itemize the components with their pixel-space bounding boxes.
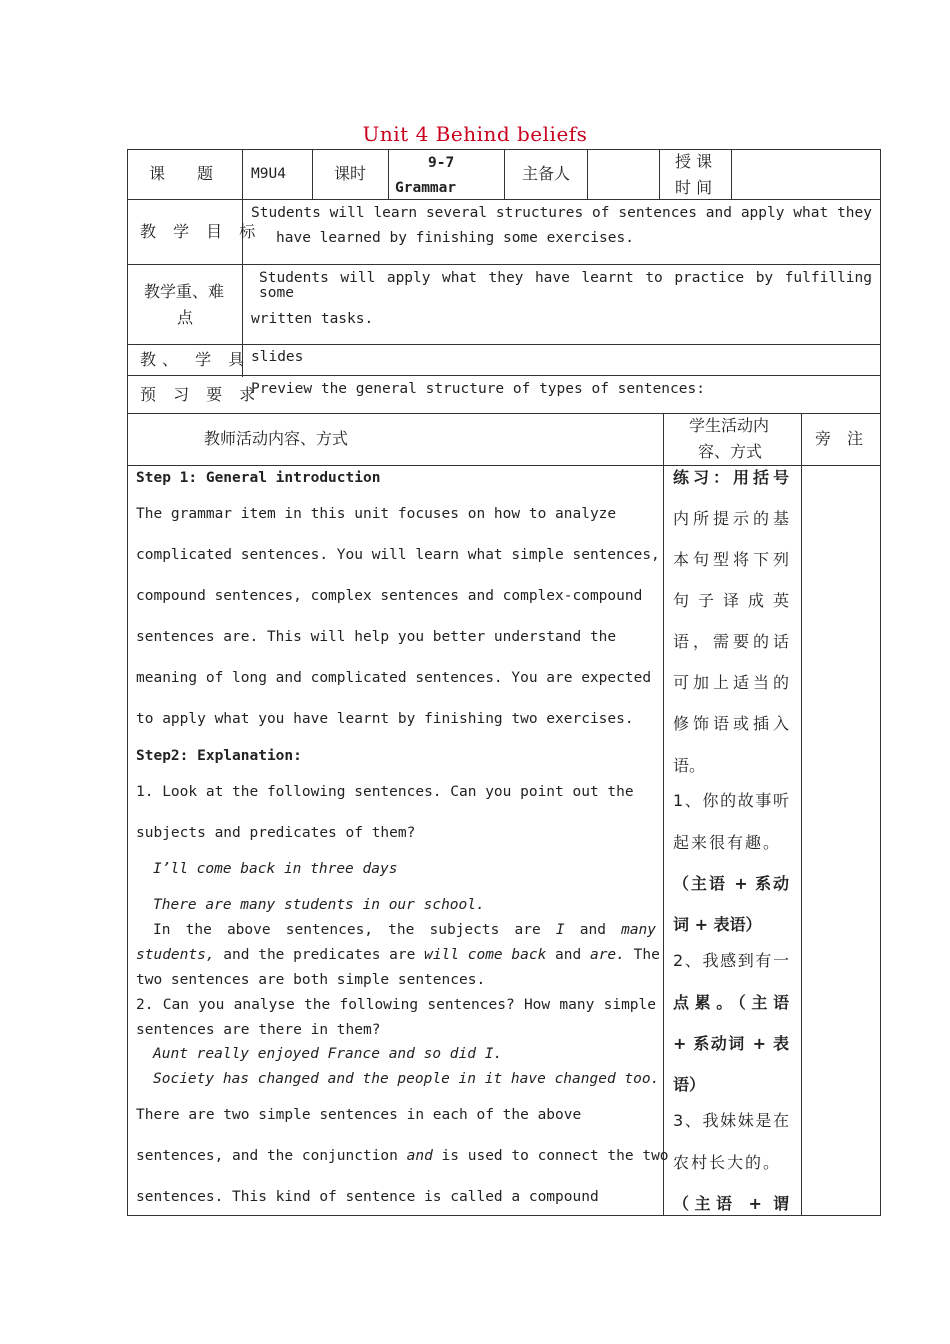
teach-time-label-2: 时 间: [675, 178, 713, 197]
student-activity-line: 农村长大的。: [673, 1153, 782, 1172]
example-sentence-3: Aunt really enjoyed France and so did I.: [153, 1046, 503, 1062]
objectives-line-2: have learned by finishing some exercises.: [276, 230, 634, 246]
row-divider: [127, 344, 881, 345]
student-activity-line: 语。: [673, 756, 706, 775]
student-column-header-1: 学生活动内: [689, 416, 770, 435]
topic-label: 课 题: [149, 164, 214, 183]
preview-label: 预 习 要 求: [140, 385, 262, 404]
paragraph1-subject-many: many: [621, 922, 657, 938]
teacher-column-header: 教师活动内容、方式: [204, 429, 349, 448]
tools-value: slides: [251, 349, 304, 365]
preview-value: Preview the general structure of types of sentences:: [251, 381, 705, 397]
objectives-line-1: Students will learn several structures of sentences and apply what they: [251, 205, 872, 221]
student-activity-line: 内所提示的基: [673, 509, 789, 528]
student-activity-line: 3、我妹妹是在: [673, 1111, 789, 1130]
question2-line-2: sentences are there in them?: [136, 1022, 381, 1038]
tools-label: 教、 学 具: [140, 350, 251, 369]
paragraph2-line-3: sentences. This kind of sentence is called a compound: [136, 1189, 599, 1205]
question1-line-2: subjects and predicates of them?: [136, 825, 416, 841]
col-divider: [659, 149, 660, 200]
preparer-label: 主备人: [522, 164, 571, 183]
period-value-number: 9-7: [428, 155, 455, 171]
key-points-line-1: Students will apply what they have learnt to practice by fulfilling some: [259, 270, 872, 301]
col-divider: [388, 149, 389, 200]
paragraph1-pred-will: will come back: [424, 947, 547, 963]
paragraph1-text: In the above sentences, the subjects are: [153, 922, 541, 938]
example-sentence-4: Society has changed and the people in it have changed too.: [153, 1071, 660, 1087]
student-activity-line: 语，需要的话: [673, 632, 789, 651]
objectives-label: 教 学 目 标: [140, 222, 262, 241]
paragraph2-line-1: There are two simple sentences in each of the above: [136, 1107, 582, 1123]
document-title: Unit 4 Behind beliefs: [362, 122, 588, 146]
period-label: 课时: [334, 164, 367, 183]
col-divider: [242, 149, 243, 377]
row-divider: [127, 413, 881, 414]
col-divider: [663, 413, 664, 1216]
step1-line: The grammar item in this unit focuses on how to analyze: [136, 506, 617, 522]
col-divider: [504, 149, 505, 200]
col-divider: [731, 149, 732, 200]
step1-line: sentences are. This will help you better understand the: [136, 629, 617, 645]
student-activity-line: 练习：用括号: [673, 468, 789, 487]
paragraph1-the: The: [624, 947, 660, 963]
step1-line: meaning of long and complicated sentences. You are expected: [136, 670, 652, 686]
step1-line: to apply what you have learnt by finishing two exercises.: [136, 711, 634, 727]
student-activity-line: 修饰语或插入: [673, 714, 789, 733]
row-divider: [127, 375, 881, 376]
example-sentence-1: I’ll come back in three days: [153, 861, 398, 877]
student-column-header-2: 容、方式: [698, 442, 763, 461]
student-activity-line: 起来很有趣。: [673, 833, 782, 852]
paragraph1-line-1: [153, 923, 656, 938]
row-divider: [127, 264, 881, 265]
paragraph1-pred-are: are.: [589, 947, 625, 963]
key-points-line-2: written tasks.: [251, 311, 374, 327]
student-activity-line: + 系动词 + 表: [673, 1034, 789, 1053]
question1-line-1: 1. Look at the following sentences. Can you point out the: [136, 784, 634, 800]
paragraph1-pred-text: and the predicates are: [214, 947, 425, 963]
paragraph2-line-2: [136, 1148, 669, 1164]
paragraph1-subject-i: I: [555, 922, 565, 938]
notes-column-header: 旁 注: [815, 429, 864, 448]
col-divider: [801, 413, 802, 1216]
student-activity-line: （主语 + 谓: [673, 1194, 789, 1213]
paragraph1-and: and: [579, 922, 606, 938]
student-activity-line: 句子译成英: [673, 591, 789, 610]
paragraph1-line-3: two sentences are both simple sentences.: [136, 972, 486, 988]
topic-value: M9U4: [251, 166, 286, 182]
student-activity-line: 点累。（主语: [673, 993, 789, 1012]
student-activity-line: 2、我感到有一: [673, 951, 789, 970]
row-divider: [127, 465, 881, 466]
paragraph1-line-2: [136, 947, 660, 963]
student-activity-line: 语）: [673, 1075, 706, 1094]
key-points-label-1: 教学重、难: [144, 282, 225, 301]
student-activity-line: 本句型将下列: [673, 550, 789, 569]
paragraph1-students: students,: [136, 947, 215, 963]
col-divider: [587, 149, 588, 200]
teach-time-label-1: 授 课: [675, 152, 713, 171]
paragraph2-and: and: [406, 1148, 433, 1164]
student-activity-line: 1、你的故事听: [673, 791, 789, 810]
question2-line-1: 2. Can you analyse the following sentences? How many simple: [136, 997, 656, 1013]
paragraph2-text-a: sentences, and the conjunction: [136, 1148, 407, 1164]
example-sentence-2: There are many students in our school.: [153, 897, 485, 913]
paragraph2-text-b: is used to connect the two: [432, 1148, 669, 1164]
col-divider: [312, 149, 313, 200]
step1-line: complicated sentences. You will learn what simple sentences,: [136, 547, 660, 563]
step1-title: Step 1: General introduction: [136, 470, 381, 486]
student-activity-line: （主语 + 系动: [673, 874, 789, 893]
period-value-topic: Grammar: [395, 180, 457, 196]
student-activity-line: 可加上适当的: [673, 673, 789, 692]
step1-line: compound sentences, complex sentences and complex-compound: [136, 588, 643, 604]
paragraph1-and2: and: [546, 947, 590, 963]
step2-title: Step2: Explanation:: [136, 748, 302, 764]
student-activity-line: 词 + 表语）: [673, 915, 762, 934]
key-points-label-2: 点: [177, 308, 194, 327]
